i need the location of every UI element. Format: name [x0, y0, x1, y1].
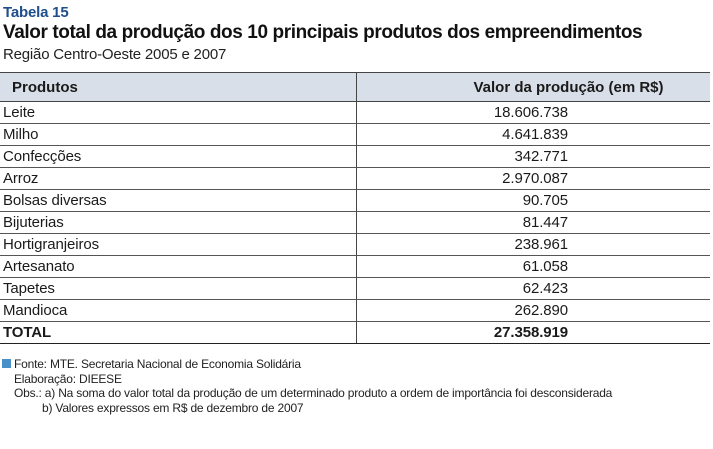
source-marker-icon — [2, 359, 11, 368]
table-row — [0, 278, 710, 300]
table-row — [0, 300, 710, 322]
product-cell: Artesanato — [0, 256, 357, 278]
column-header-valor: Valor da produção (em R$) — [357, 73, 711, 102]
total-row — [0, 322, 710, 344]
observation-a: Obs.: a) Na soma do valor total da produção de um determinado produto a ordem de importância foi desconsiderada — [14, 386, 613, 400]
product-cell: Tapetes — [0, 278, 357, 300]
product-cell: Bijuterias — [0, 212, 357, 234]
table-row — [0, 102, 710, 124]
table-row — [0, 124, 710, 146]
value-cell: 342.771 — [357, 146, 711, 168]
table-row — [0, 256, 710, 278]
column-header-produtos: Produtos — [0, 73, 357, 102]
total-value: 27.358.919 — [357, 322, 711, 344]
value-cell: 62.423 — [357, 278, 711, 300]
value-cell: 90.705 — [357, 190, 711, 212]
table-notes — [2, 357, 612, 415]
observation-b: b) Valores expressos em R$ de dezembro de 2007 — [42, 400, 304, 415]
value-cell: 4.641.839 — [357, 124, 711, 146]
table-row — [0, 212, 710, 234]
table-row — [0, 190, 710, 212]
product-cell: Confecções — [0, 146, 357, 168]
product-cell: Hortigranjeiros — [0, 234, 357, 256]
header-row — [0, 73, 710, 102]
product-cell: Milho — [0, 124, 357, 146]
source-note — [2, 357, 612, 372]
value-cell: 238.961 — [357, 234, 711, 256]
value-cell: 262.890 — [357, 300, 711, 322]
total-label: TOTAL — [0, 322, 357, 344]
table-number: Tabela 15 — [3, 4, 69, 21]
table-title: Valor total da produção dos 10 principais produtos dos empreendimentos — [3, 22, 643, 43]
table-subtitle: Região Centro-Oeste 2005 e 2007 — [3, 46, 227, 63]
value-cell: 81.447 — [357, 212, 711, 234]
production-table — [0, 72, 710, 344]
elaboration-note: Elaboração: DIEESE — [14, 371, 122, 386]
value-cell: 18.606.738 — [357, 102, 711, 124]
table-row — [0, 146, 710, 168]
product-cell: Bolsas diversas — [0, 190, 357, 212]
product-cell: Arroz — [0, 168, 357, 190]
table-row — [0, 234, 710, 256]
value-cell: 2.970.087 — [357, 168, 711, 190]
product-cell: Leite — [0, 102, 357, 124]
table-row — [0, 168, 710, 190]
value-cell: 61.058 — [357, 256, 711, 278]
product-cell: Mandioca — [0, 300, 357, 322]
source-text: Fonte: MTE. Secretaria Nacional de Economia Solidária — [14, 357, 301, 371]
